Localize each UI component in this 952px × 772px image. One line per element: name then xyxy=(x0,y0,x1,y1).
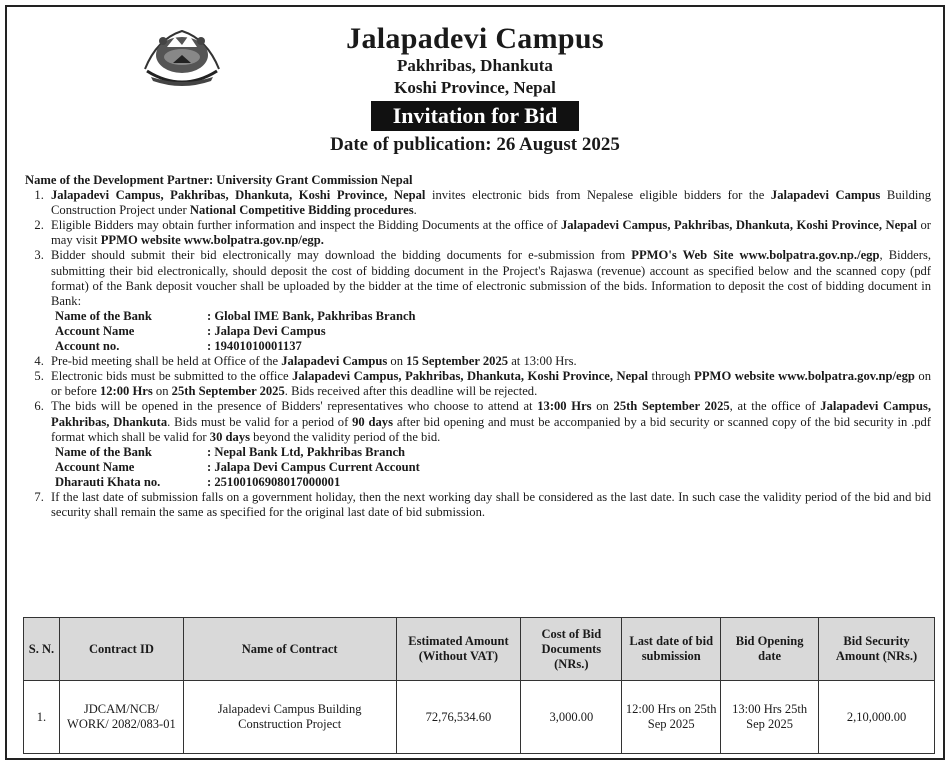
campus-name: Jalapadevi Campus xyxy=(346,22,604,55)
bank-value: : 25100106908017000001 xyxy=(207,474,341,489)
publication-date: Date of publication: 26 August 2025 xyxy=(330,134,620,155)
item-4: 4. Pre-bid meeting shall be held at Office of the Jalapadevi Campus on 15 September 2025 at 13:00 Hrs. xyxy=(47,354,931,369)
bank-label: Dharauti Khata no. xyxy=(55,474,161,489)
notice-items xyxy=(25,188,931,520)
item-7: 7. If the last date of submission falls on a government holiday, then the next working day shall be considered as the last date. In such case the validity period of the bid and bid security shall remain the same as specified for the original last date of bid submission. xyxy=(47,490,931,520)
header-opening-date: Bid Opening date xyxy=(721,618,819,681)
cell-last-date: 12:00 Hrs on 25th Sep 2025 xyxy=(622,681,721,754)
development-partner: Name of the Development Partner: University Grant Commission Nepal xyxy=(25,173,413,187)
address-line-2: Koshi Province, Nepal xyxy=(394,78,556,97)
bank-label: Account Name xyxy=(55,323,135,338)
notice-body xyxy=(25,173,931,520)
bank-value: : Global IME Bank, Pakhribas Branch xyxy=(207,308,416,323)
item-5: 5. Electronic bids must be submitted to the office Jalapadevi Campus, Pakhribas, Dhankuta, Koshi Province, Nepal through PPMO website www.bolpatra.gov.np/egp on or before 12:00 Hrs on 25th September 2025. Bids received after this deadline will be rejected. xyxy=(47,369,931,399)
bank-details-1 xyxy=(51,309,931,354)
bank-label: Name of the Bank xyxy=(55,308,152,323)
table-row xyxy=(24,681,935,754)
notice-header xyxy=(7,23,943,157)
item-1: 1. Jalapadevi Campus, Pakhribas, Dhankuta, Koshi Province, Nepal invites electronic bids from Nepalese eligible bidders for the Jalapadevi Campus Building Construction Project under National Competitive Bidding procedures. xyxy=(47,188,931,218)
bid-table xyxy=(23,617,935,754)
cell-bid-security: 2,10,000.00 xyxy=(819,681,935,754)
header-cost-bid-docs: Cost of Bid Documents (NRs.) xyxy=(521,618,622,681)
bank-label: Account Name xyxy=(55,459,135,474)
table-header-row xyxy=(24,618,935,681)
bank-label: Name of the Bank xyxy=(55,444,152,459)
notice-title: Invitation for Bid xyxy=(371,101,580,131)
item-6: 6. The bids will be opened in the presence of Bidders' representatives who choose to attend at 13:00 Hrs on 25th September 2025, at the office of Jalapadevi Campus, Pakhribas, Dhankuta. Bids must be valid for a period of 90 days after bid opening and must be accompanied by a bid security or scanned copy of the bid security in .pdf format which shall be valid for 30 days beyond the validity period of the bid. Name of the Bank : Nepal Bank Ltd, Pakhribas Branch Account Name : Jalapa Devi Campus Current Account Dharauti Khata no. : 25100106908017000001 xyxy=(47,399,931,490)
header-last-date: Last date of bid submission xyxy=(622,618,721,681)
cell-cost-bid-docs: 3,000.00 xyxy=(521,681,622,754)
header-contract-id: Contract ID xyxy=(59,618,183,681)
cell-opening-date: 13:00 Hrs 25th Sep 2025 xyxy=(721,681,819,754)
bank-value: : Jalapa Devi Campus xyxy=(207,323,326,338)
bank-value: : Jalapa Devi Campus Current Account xyxy=(207,459,420,474)
address-line-1: Pakhribas, Dhankuta xyxy=(397,56,553,75)
bank-value: : Nepal Bank Ltd, Pakhribas Branch xyxy=(207,444,406,459)
cell-sn: 1. xyxy=(24,681,60,754)
cell-contract-id: JDCAM/NCB/ WORK/ 2082/083-01 xyxy=(59,681,183,754)
header-estimated-amount: Estimated Amount (Without VAT) xyxy=(396,618,521,681)
bank-value: : 19401010001137 xyxy=(207,339,302,354)
cell-contract-name: Jalapadevi Campus Building Construction Project xyxy=(183,681,396,754)
cell-estimated-amount: 72,76,534.60 xyxy=(396,681,521,754)
bid-notice xyxy=(5,5,945,760)
item-2: 2. Eligible Bidders may obtain further information and inspect the Bidding Documents at the office of Jalapadevi Campus, Pakhribas, Dhankuta, Koshi Province, Nepal or may visit PPMO website www.bolpatra.gov.np/egp. xyxy=(47,218,931,248)
bank-details-2 xyxy=(51,445,931,490)
item-3: 3. Bidder should submit their bid electronically may download the bidding documents for e-submission from PPMO's Web Site www.bolpatra.gov.np./egp, Bidders, submitting their bid electronically, should deposit the cost of bidding document in the Project's Rajaswa (revenue) account as specified below and the scanned copy (pdf format) of the Bank deposit voucher shall be uploaded by the bidder at the time of electronic submission of the bids. Information to deposit the cost of bidding document in Bank: Name of the Bank : Global IME Bank, Pakhribas Branch Account Name : Jalapa Devi Campus Account no. : 19401010001137 xyxy=(47,248,931,354)
header-contract-name: Name of Contract xyxy=(183,618,396,681)
header-sn: S. N. xyxy=(24,618,60,681)
header-bid-security: Bid Security Amount (NRs.) xyxy=(819,618,935,681)
bank-label: Account no. xyxy=(55,339,120,354)
